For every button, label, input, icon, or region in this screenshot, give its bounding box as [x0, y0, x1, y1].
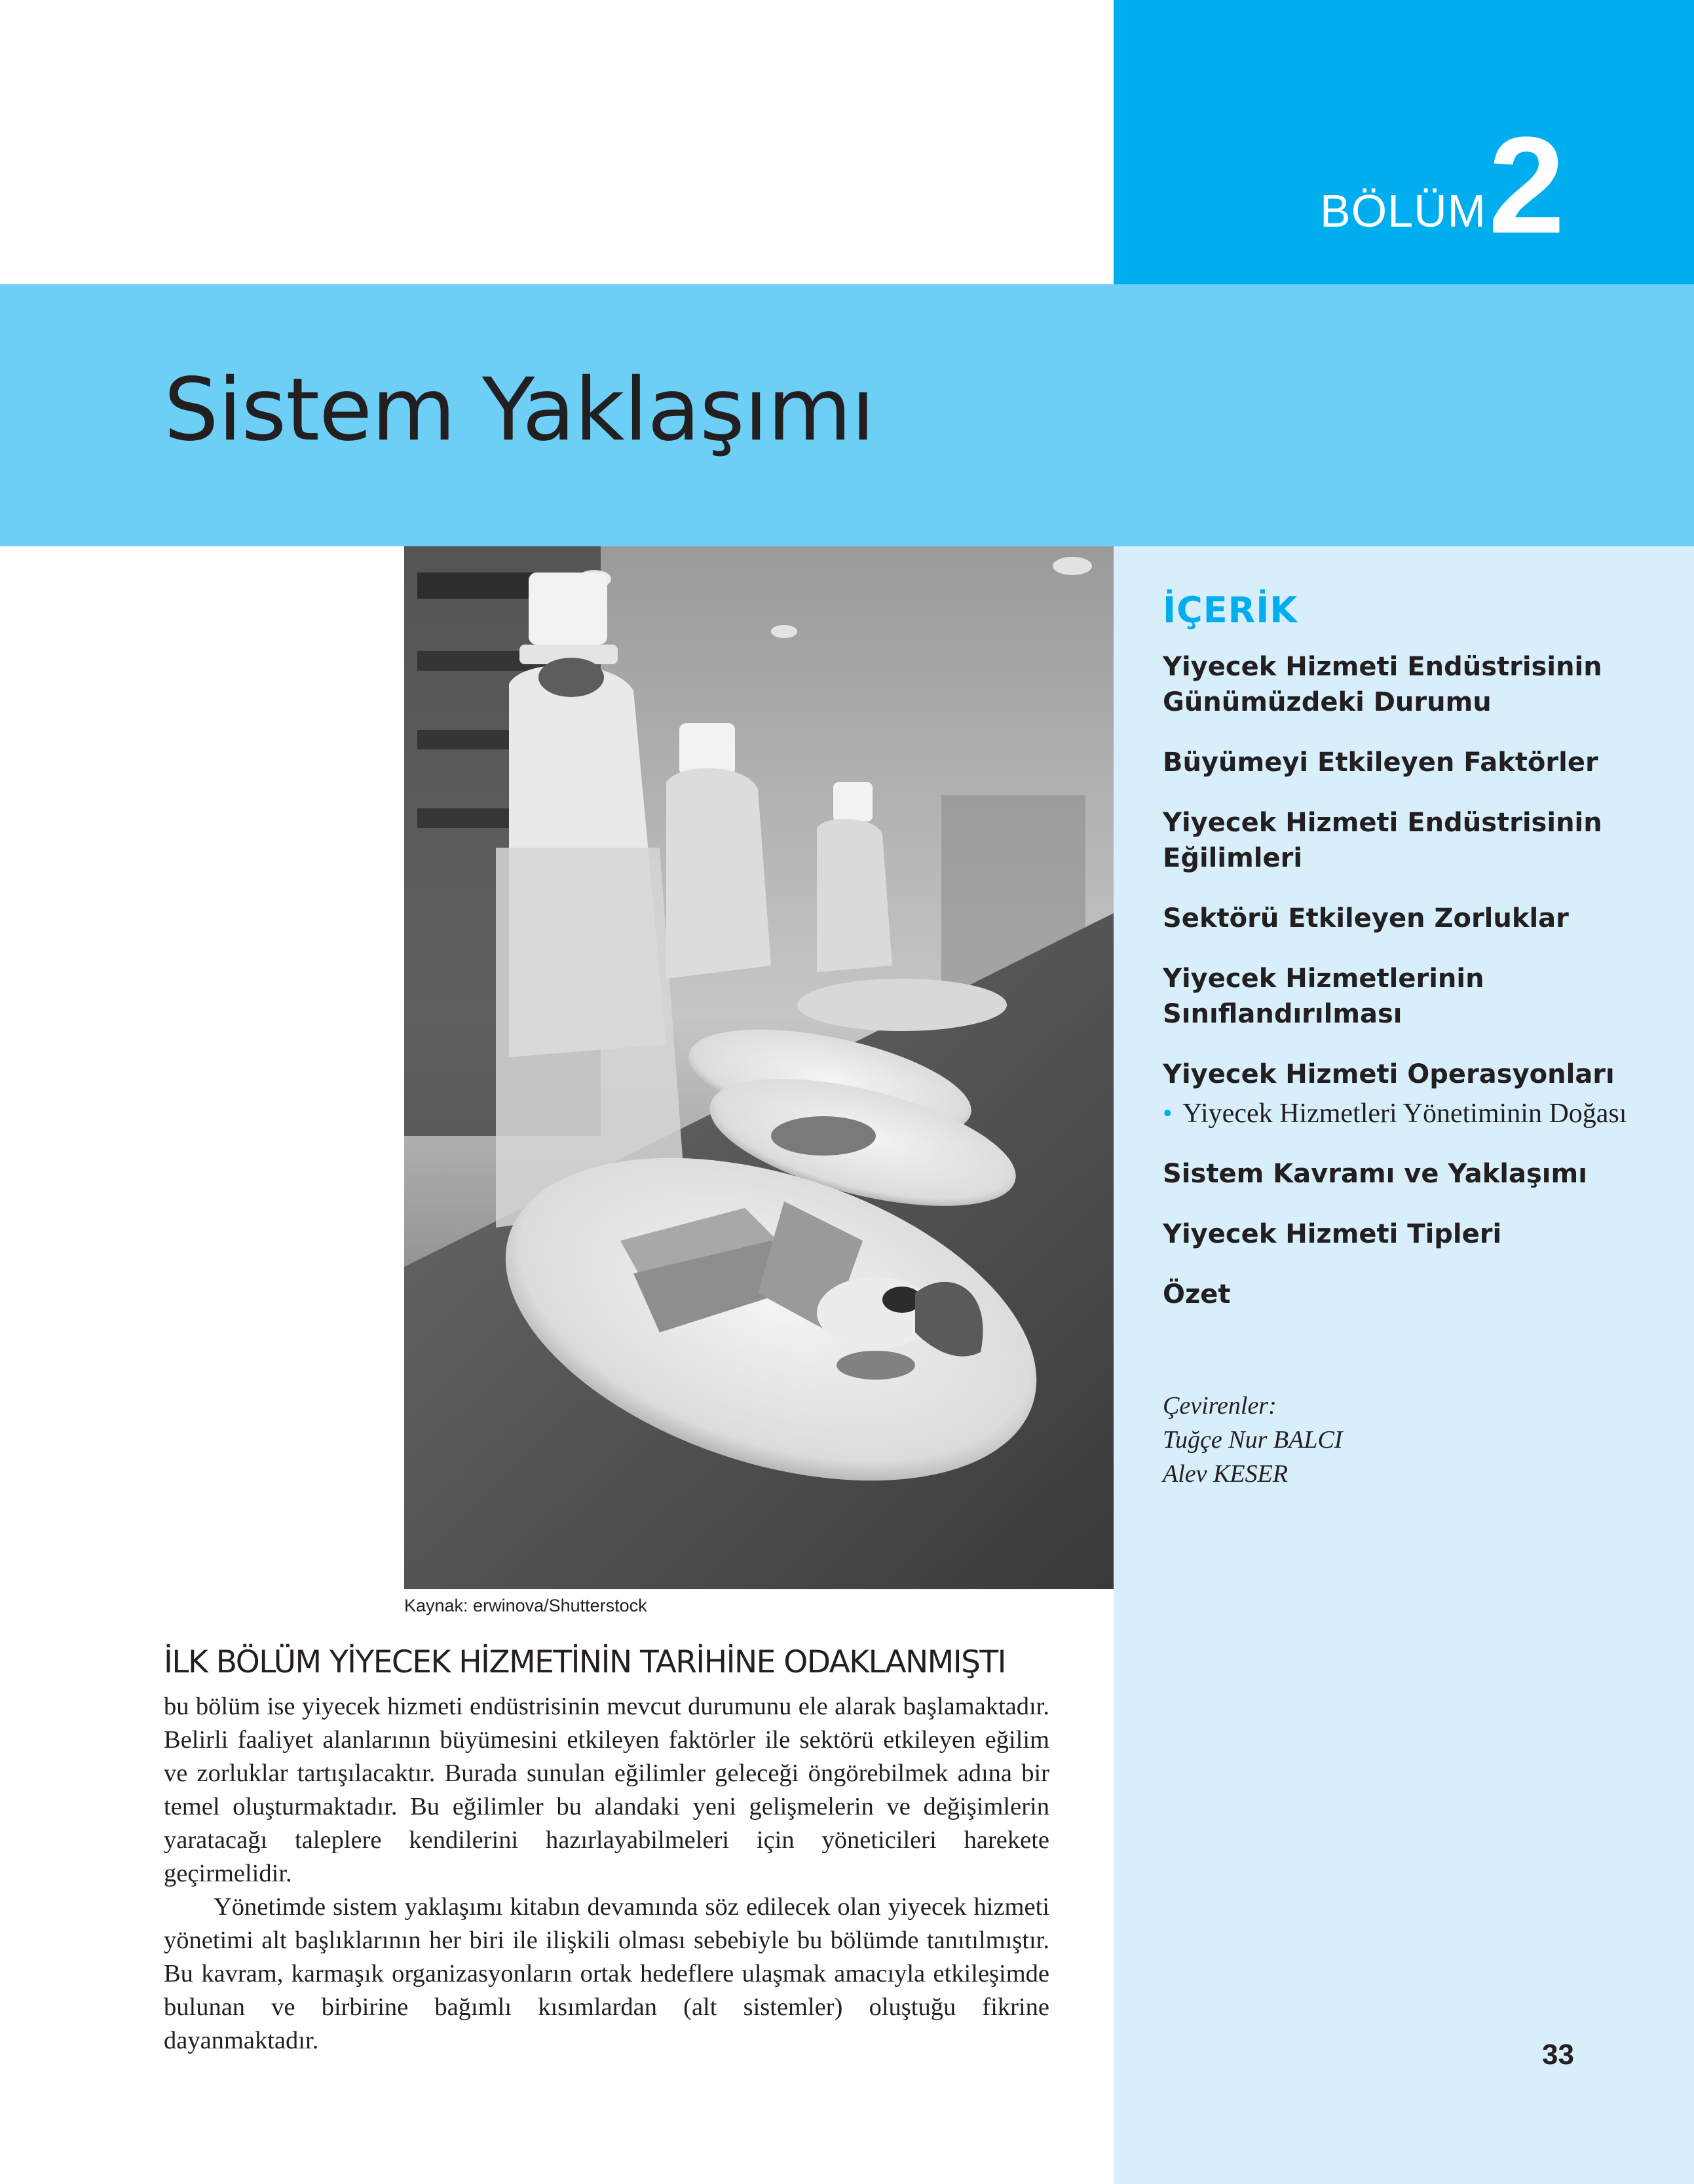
body-paragraph: bu bölüm ise yiyecek hizmeti endüstrisinin mevcut durumunu ele alarak başlamaktadır. Belirli faaliyet alanlarının büyümesini etkileyen faktörler ile sektörü etkileyen eğilim ve zorluklar tartışılacaktır. Burada sunulan eğilimler geleceği öngörebilmek adına bir temel oluşturmaktadır. Bu eğilimler bu alandaki yeni gelişmelerin ve değişimlerin yaratacağı taleplere kendilerini hazırlayabilmeleri için yöneticileri harekete geçirmelidir. [164, 1693, 1049, 1887]
contents-heading: İÇERİK [1163, 590, 1298, 631]
toc-item: Yiyecek Hizmetlerinin Sınıflandırılması [1163, 964, 1484, 1029]
toc-item: Büyümeyi Etkileyen Faktörler [1163, 747, 1598, 778]
translators-label: Çevirenler: [1163, 1392, 1277, 1420]
body-text [164, 1690, 1049, 2058]
translators [1163, 1389, 1342, 1491]
contents-panel [1163, 590, 1674, 1337]
translator-name: Alev KESER [1163, 1460, 1288, 1488]
page-number: 33 [1542, 2039, 1574, 2071]
body-paragraph: Yönetimde sistem yaklaşımı kitabın devamında söz edilecek olan yiyecek hizmeti yönetimi alt başlıklarının her biri ile ilişkili olması sebebiyle bu bölümde tanıtılmıştır. Bu kavram, karmaşık organizasyonların ortak hedeflere ulaşmak amacıyla etkileşimde bulunan ve birbirine bağımlı kısımlardan (alt sistemler) oluştuğu fikrine dayanmaktadır. [164, 1893, 1049, 2054]
toc-item: Sektörü Etkileyen Zorluklar [1163, 903, 1569, 933]
toc-item: Yiyecek Hizmeti Operasyonları [1163, 1059, 1615, 1089]
kitchen-photo [404, 546, 1114, 1589]
toc-item: Özet [1163, 1279, 1231, 1309]
toc-item: Sistem Kavramı ve Yaklaşımı [1163, 1159, 1587, 1189]
bullet-icon: • [1163, 1099, 1173, 1129]
toc-sub-item [1163, 1097, 1674, 1130]
chapter-number: 2 [1488, 108, 1565, 262]
intro-heading: İLK BÖLÜM YİYECEK HİZMETİNİN TARİHİNE ODAKLANMIŞTI [164, 1644, 1006, 1680]
photo-credit: Kaynak: erwinova/Shutterstock [404, 1596, 647, 1615]
translator-name: Tuğçe Nur BALCI [1163, 1426, 1343, 1454]
chapter-label: BÖLÜM [1320, 185, 1486, 236]
toc-item: Yiyecek Hizmeti Tipleri [1163, 1219, 1502, 1249]
chapter-title: Sistem Yaklaşımı [164, 360, 875, 461]
toc-item: Yiyecek Hizmeti Endüstrisinin Günümüzdeki Durumu [1163, 652, 1602, 717]
chapter-box [1114, 0, 1694, 284]
toc-item: Yiyecek Hizmeti Endüstrisinin Eğilimleri [1163, 808, 1602, 873]
toc-sub-item-label: Yiyecek Hizmetleri Yönetiminin Doğası [1182, 1099, 1627, 1129]
